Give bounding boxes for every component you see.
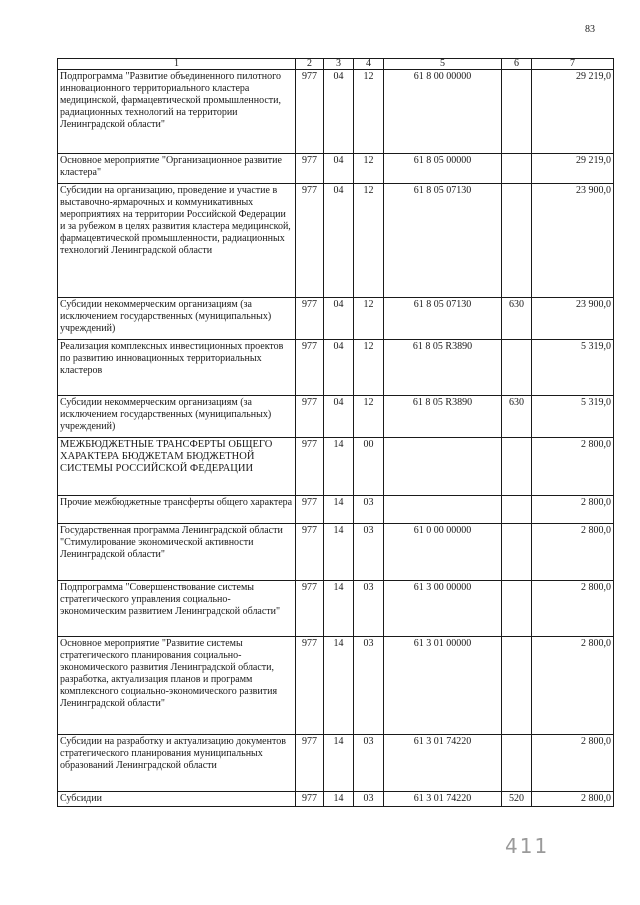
- row-col5: 61 3 00 00000: [384, 581, 502, 637]
- row-col4: 03: [354, 792, 384, 807]
- row-col6: [502, 735, 532, 792]
- row-col7: 2 800,0: [532, 581, 614, 637]
- row-col3: 14: [324, 735, 354, 792]
- row-col2: 977: [296, 581, 324, 637]
- row-col7: 23 900,0: [532, 298, 614, 340]
- row-name: Субсидии некоммерческим организациям (за исключением государственных (муниципальных) учреждений): [58, 396, 296, 438]
- row-name: Подпрограмма "Совершенствование системы стратегического управления социально-экономическим развитием Ленинградской области": [58, 581, 296, 637]
- row-col5: 61 8 05 07130: [384, 298, 502, 340]
- row-col2: 977: [296, 70, 324, 154]
- row-col3: 04: [324, 154, 354, 184]
- table-row: [58, 340, 614, 396]
- row-name: Субсидии: [58, 792, 296, 807]
- row-col6: [502, 637, 532, 735]
- column-header: 2: [296, 59, 324, 70]
- row-col2: 977: [296, 735, 324, 792]
- row-col5: 61 8 05 00000: [384, 154, 502, 184]
- row-name: Субсидии на разработку и актуализацию документов стратегического планирования муниципальных образований Ленинградской области: [58, 735, 296, 792]
- row-col2: 977: [296, 298, 324, 340]
- table-row: [58, 154, 614, 184]
- row-col2: 977: [296, 524, 324, 581]
- row-col2: 977: [296, 438, 324, 496]
- column-header: 7: [532, 59, 614, 70]
- row-col3: 04: [324, 298, 354, 340]
- row-col5: 61 8 05 07130: [384, 184, 502, 298]
- row-col6: 630: [502, 396, 532, 438]
- row-col7: 2 800,0: [532, 496, 614, 524]
- row-name: Основное мероприятие "Организационное развитие кластера": [58, 154, 296, 184]
- table-header-row: [58, 59, 614, 70]
- row-col7: 29 219,0: [532, 70, 614, 154]
- row-col7: 2 800,0: [532, 438, 614, 496]
- row-name: Подпрограмма "Развитие объединенного пилотного инновационного территориального кластера медицинской, фармацевтической промышленности, радиационных технологий на территории Ленинградской области": [58, 70, 296, 154]
- row-col5: 61 3 01 00000: [384, 637, 502, 735]
- row-name: МЕЖБЮДЖЕТНЫЕ ТРАНСФЕРТЫ ОБЩЕГО ХАРАКТЕРА БЮДЖЕТАМ БЮДЖЕТНОЙ СИСТЕМЫ РОССИЙСКОЙ ФЕДЕРАЦИИ: [58, 438, 296, 496]
- row-col3: 14: [324, 637, 354, 735]
- row-col5: 61 8 05 R3890: [384, 340, 502, 396]
- row-col5: 61 8 05 R3890: [384, 396, 502, 438]
- row-col7: 2 800,0: [532, 524, 614, 581]
- table-row: [58, 735, 614, 792]
- row-col4: 03: [354, 496, 384, 524]
- page-stamp: 411: [505, 834, 550, 858]
- table-row: [58, 496, 614, 524]
- row-col6: [502, 496, 532, 524]
- row-col4: 03: [354, 581, 384, 637]
- column-header: 6: [502, 59, 532, 70]
- row-col4: 12: [354, 396, 384, 438]
- row-col4: 12: [354, 154, 384, 184]
- row-col3: 14: [324, 496, 354, 524]
- row-col4: 03: [354, 735, 384, 792]
- table-row: [58, 792, 614, 807]
- row-col6: [502, 524, 532, 581]
- table-row: [58, 396, 614, 438]
- row-col7: 5 319,0: [532, 340, 614, 396]
- row-col3: 04: [324, 340, 354, 396]
- row-col3: 04: [324, 184, 354, 298]
- table-row: [58, 184, 614, 298]
- row-col5: 61 0 00 00000: [384, 524, 502, 581]
- table-row: [58, 637, 614, 735]
- row-name: Реализация комплексных инвестиционных проектов по развитию инновационных территориальных кластеров: [58, 340, 296, 396]
- column-header: 1: [58, 59, 296, 70]
- row-col2: 977: [296, 792, 324, 807]
- row-col4: 12: [354, 298, 384, 340]
- row-col5: 61 3 01 74220: [384, 792, 502, 807]
- row-col6: [502, 70, 532, 154]
- row-col5: [384, 496, 502, 524]
- row-col7: 2 800,0: [532, 792, 614, 807]
- row-col2: 977: [296, 154, 324, 184]
- row-col4: 03: [354, 637, 384, 735]
- row-col2: 977: [296, 184, 324, 298]
- column-header: 3: [324, 59, 354, 70]
- column-header: 4: [354, 59, 384, 70]
- row-name: Субсидии на организацию, проведение и участие в выставочно-ярмарочных и коммуникативных мероприятиях на территории Российской Федерации и за рубежом в целях развития кластера медицинской, фармацевтической промышленности, радиационных технологий Ленинградской области: [58, 184, 296, 298]
- row-name: Государственная программа Ленинградской области "Стимулирование экономической активности Ленинградской области": [58, 524, 296, 581]
- row-col6: [502, 184, 532, 298]
- row-col7: 23 900,0: [532, 184, 614, 298]
- table-row: [58, 524, 614, 581]
- row-name: Основное мероприятие "Развитие системы стратегического планирования социально-экономического развития Ленинградской области, разработка, актуализация планов и программ комплексного социально-экономического развития Ленинградской области": [58, 637, 296, 735]
- row-col3: 14: [324, 792, 354, 807]
- row-col6: [502, 438, 532, 496]
- table-row: [58, 70, 614, 154]
- page-number: 83: [585, 24, 595, 35]
- budget-table: [57, 58, 614, 807]
- row-col6: [502, 154, 532, 184]
- row-col6: [502, 581, 532, 637]
- row-col7: 29 219,0: [532, 154, 614, 184]
- row-col4: 00: [354, 438, 384, 496]
- row-col3: 14: [324, 524, 354, 581]
- row-col3: 14: [324, 581, 354, 637]
- row-col7: 5 319,0: [532, 396, 614, 438]
- row-col6: [502, 340, 532, 396]
- row-col4: 12: [354, 340, 384, 396]
- row-col2: 977: [296, 396, 324, 438]
- row-col5: [384, 438, 502, 496]
- row-col4: 12: [354, 184, 384, 298]
- table-row: [58, 298, 614, 340]
- row-col3: 04: [324, 396, 354, 438]
- row-col3: 04: [324, 70, 354, 154]
- row-col7: 2 800,0: [532, 735, 614, 792]
- table-row: [58, 438, 614, 496]
- row-col7: 2 800,0: [532, 637, 614, 735]
- row-col2: 977: [296, 340, 324, 396]
- row-col2: 977: [296, 496, 324, 524]
- row-col6: 630: [502, 298, 532, 340]
- row-col4: 12: [354, 70, 384, 154]
- row-col4: 03: [354, 524, 384, 581]
- row-col3: 14: [324, 438, 354, 496]
- row-col5: 61 3 01 74220: [384, 735, 502, 792]
- row-name: Прочие межбюджетные трансферты общего характера: [58, 496, 296, 524]
- row-col2: 977: [296, 637, 324, 735]
- table-row: [58, 581, 614, 637]
- column-header: 5: [384, 59, 502, 70]
- row-col6: 520: [502, 792, 532, 807]
- row-name: Субсидии некоммерческим организациям (за исключением государственных (муниципальных) учреждений): [58, 298, 296, 340]
- row-col5: 61 8 00 00000: [384, 70, 502, 154]
